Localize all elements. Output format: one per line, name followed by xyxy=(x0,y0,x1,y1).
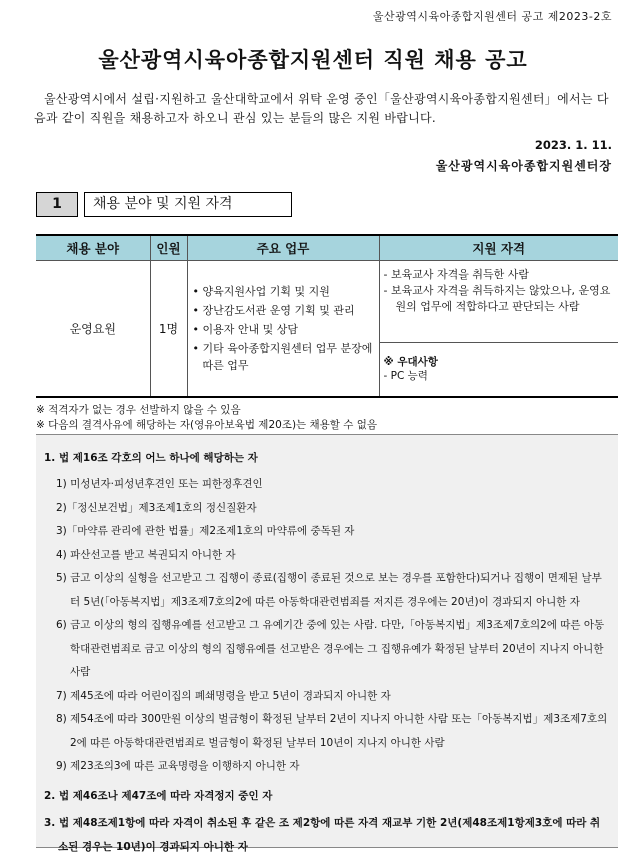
list-item: • 장난감도서관 운영 기획 및 관리 xyxy=(192,303,355,317)
qualification-list xyxy=(380,261,619,343)
table-header-row xyxy=(36,235,618,261)
list-item: 4) 파산선고를 받고 복권되지 아니한 자 xyxy=(56,548,236,561)
cell-qualifications xyxy=(379,261,618,397)
disqualification-box xyxy=(36,434,618,853)
table-row xyxy=(36,261,618,397)
list-item: • 기타 육아종합지원센터 업무 분장에 따른 업무 xyxy=(192,341,373,372)
list-item: 5) 금고 이상의 실형을 선고받고 그 집행이 종료(집행이 종료된 것으로 보는 경우를 포함한다)되거나 집행이 면제된 날부터 5년(「아동복지법」제3조제7호의2에 따른 아동학대관련범죄를 저지른 경우에는 20년)이 경과되지 아니한 자 xyxy=(56,572,602,608)
note-item: ※ 적격자가 없는 경우 선발하지 않을 수 있음 xyxy=(36,404,241,416)
duties-list xyxy=(189,273,378,384)
note-item: ※ 다음의 결격사유에 해당하는 자(영유아보육법 제20조)는 채용할 수 없음 xyxy=(36,419,378,431)
recruitment-table xyxy=(36,234,618,398)
header-field: 채용 분야 xyxy=(36,235,150,261)
preference-item: - PC 능력 xyxy=(383,370,428,382)
list-item: 6) 금고 이상의 형의 집행유예를 선고받고 그 유예기간 중에 있는 사람. 다만,「아동복지법」제3조제7호의2에 따른 아동학대관련범죄로 금고 이상의 형의 집행유예를 선고받은 경우에는 그 집행유예가 확정된 날부터 20년이 지나지 아니한 사람 xyxy=(56,619,605,678)
list-item: - 보육교사 자격을 취득한 사람 xyxy=(383,268,529,281)
list-item: 9) 제23조의3에 따른 교육명령을 이행하지 아니한 자 xyxy=(56,760,300,772)
announcement-date: 2023. 1. 11. xyxy=(534,138,612,152)
cell-duties xyxy=(187,261,379,397)
header-count: 인원 xyxy=(150,235,187,261)
issuing-organization: 울산광역시육아종합지원센터장 xyxy=(435,159,612,173)
list-item: 3)「마약류 관리에 관한 법률」제2조제1호의 마약류에 중독된 자 xyxy=(56,525,355,537)
list-item: 7) 제45조에 따라 어린이집의 폐쇄명령을 받고 5년이 경과되지 아니한 자 xyxy=(56,689,391,702)
page-title: 울산광역시육아종합지원센터 직원 채용 공고 xyxy=(98,48,528,72)
notes xyxy=(36,403,377,433)
disqualification-heading-2: 2. 법 제46조나 제47조에 따라 자격정지 중인 자 xyxy=(44,789,273,802)
list-item: 1) 미성년자·피성년후견인 또는 피한정후견인 xyxy=(56,478,263,490)
list-item: 2)「정신보건법」제3조제1호의 정신질환자 xyxy=(56,501,257,514)
preference-label: ※ 우대사항 xyxy=(383,356,438,368)
section-number: 1 xyxy=(36,192,78,217)
header-qualifications: 지원 자격 xyxy=(379,235,618,261)
disqualification-heading-1: 1. 법 제16조 각호의 어느 하나에 해당하는 자 xyxy=(44,452,258,464)
cell-count: 1명 xyxy=(150,261,187,397)
intro-paragraph: 울산광역시에서 설립·지원하고 울산대학교에서 위탁 운영 중인「울산광역시육아종합지원센터」에서는 다음과 같이 직원을 채용하고자 하오니 관심 있는 분들의 많은 지원 바랍니다. xyxy=(34,92,609,125)
disqualification-heading-3: 3. 법 제48조제1항에 따라 자격이 취소된 후 같은 조 제2항에 따른 자격 재교부 기한 2년(제48조제1항제3호에 따라 취소된 경우는 10년)이 경과되지 아니한 자 xyxy=(44,817,601,853)
header-duties: 주요 업무 xyxy=(187,235,379,261)
list-item: - 보육교사 자격을 취득하지는 않았으나, 운영요원의 업무에 적합하다고 판단되는 사람 xyxy=(383,284,611,313)
cell-field: 운영요원 xyxy=(36,261,150,397)
preference-block xyxy=(380,343,619,391)
list-item: 8) 제54조에 따라 300만원 이상의 벌금형이 확정된 날부터 2년이 지나지 아니한 사람 또는「아동복지법」제3조제7호의2에 따른 아동학대관련범죄로 벌금형이 확정된 날부터 10년이 지나지 아니한 사람 xyxy=(56,713,608,749)
list-item: • 양육지원사업 기획 및 지원 xyxy=(192,284,330,298)
notice-number: 울산광역시육아종합지원센터 공고 제2023-2호 xyxy=(372,10,612,23)
list-item: • 이용자 안내 및 상담 xyxy=(192,322,298,336)
section-title: 채용 분야 및 지원 자격 xyxy=(84,192,292,217)
